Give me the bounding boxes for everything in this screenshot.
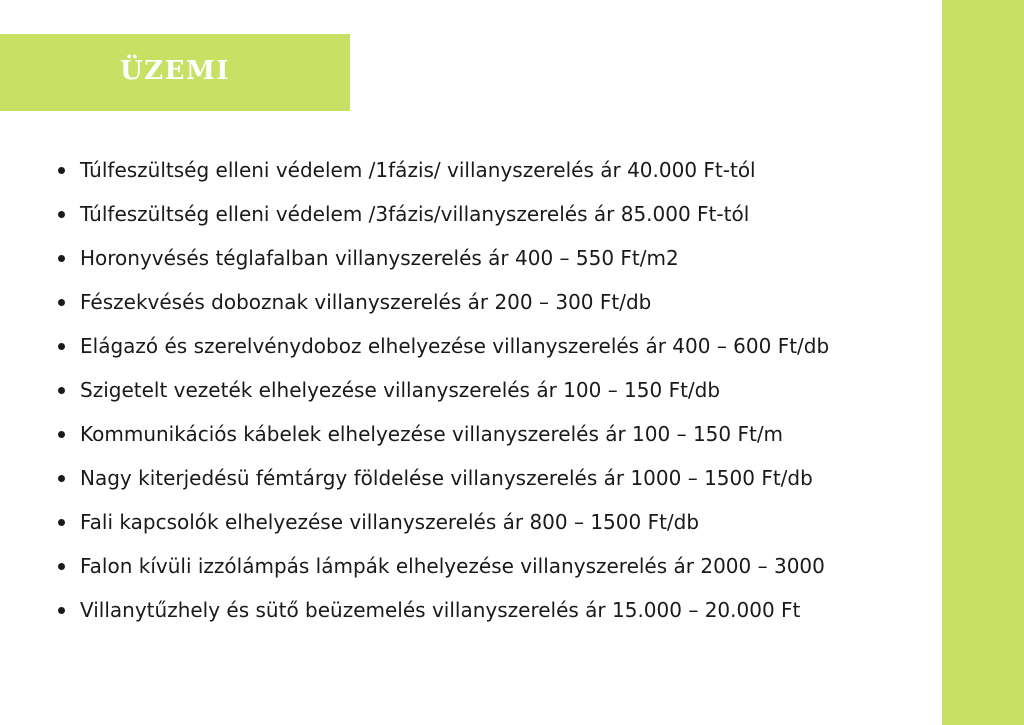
- list-item-text: Túlfeszültség elleni védelem /1fázis/ villanyszerelés ár 40.000 Ft-tól: [80, 158, 756, 182]
- list-item: [58, 458, 928, 502]
- bullet-icon: [58, 563, 65, 570]
- list-item: [58, 282, 928, 326]
- bullet-icon: [58, 299, 65, 306]
- bullet-icon: [58, 167, 65, 174]
- list-item: [58, 502, 928, 546]
- list-item-text: Elágazó és szerelvénydoboz elhelyezése villanyszerelés ár 400 – 600 Ft/db: [80, 334, 830, 358]
- list-item: [58, 150, 928, 194]
- page-title: ÜZEMI: [120, 56, 230, 86]
- list-item-text: Fészekvésés doboznak villanyszerelés ár 200 – 300 Ft/db: [80, 290, 652, 314]
- list-item: [58, 326, 928, 370]
- list-item-text: Horonyvésés téglafalban villanyszerelés ár 400 – 550 Ft/m2: [80, 246, 679, 270]
- list-item: [58, 370, 928, 414]
- bullet-icon: [58, 255, 65, 262]
- list-item-text: Túlfeszültség elleni védelem /3fázis/villanyszerelés ár 85.000 Ft-tól: [80, 202, 750, 226]
- list-item-text: Nagy kiterjedésü fémtárgy földelése villanyszerelés ár 1000 – 1500 Ft/db: [80, 466, 813, 490]
- accent-side-bar: [942, 0, 1024, 725]
- bullet-icon: [58, 211, 65, 218]
- list-item-text: Szigetelt vezeték elhelyezése villanyszerelés ár 100 – 150 Ft/db: [80, 378, 721, 402]
- list-item-text: Falon kívüli izzólámpás lámpák elhelyezése villanyszerelés ár 2000 – 3000: [80, 554, 825, 578]
- bullet-icon: [58, 519, 65, 526]
- list-item: [58, 238, 928, 282]
- list-item: [58, 414, 928, 458]
- list-item-text: Villanytűzhely és sütő beüzemelés villanyszerelés ár 15.000 – 20.000 Ft: [80, 598, 801, 622]
- list-item: [58, 194, 928, 238]
- bullet-icon: [58, 387, 65, 394]
- bullet-icon: [58, 431, 65, 438]
- title-banner: [0, 34, 350, 111]
- bullet-icon: [58, 475, 65, 482]
- price-list: [58, 150, 928, 634]
- list-item: [58, 546, 928, 590]
- list-item-text: Fali kapcsolók elhelyezése villanyszerelés ár 800 – 1500 Ft/db: [80, 510, 700, 534]
- list-item-text: Kommunikációs kábelek elhelyezése villanyszerelés ár 100 – 150 Ft/m: [80, 422, 784, 446]
- list-item: [58, 590, 928, 634]
- bullet-icon: [58, 343, 65, 350]
- bullet-icon: [58, 607, 65, 614]
